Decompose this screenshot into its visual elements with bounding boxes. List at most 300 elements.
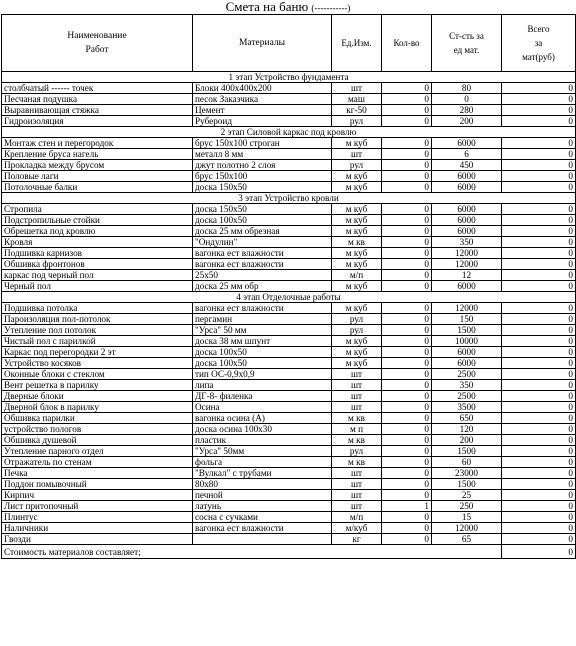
- material-cell: печной: [193, 490, 332, 501]
- unit-cell: м куб: [332, 226, 382, 237]
- price-cell: 12000: [432, 259, 502, 270]
- work-name-cell: Плинтус: [2, 512, 193, 523]
- estimate-table-body: [2, 15, 576, 559]
- qty-cell: 0: [382, 270, 432, 281]
- qty-cell: 0: [382, 358, 432, 369]
- price-cell: 350: [432, 237, 502, 248]
- unit-cell: рул: [332, 325, 382, 336]
- work-name-cell: Дверной блок в парилку: [2, 402, 193, 413]
- material-cell: брус 150х100 строган: [193, 138, 332, 149]
- unit-cell: м куб: [332, 215, 382, 226]
- qty-cell: 0: [382, 380, 432, 391]
- qty-cell: 0: [382, 116, 432, 127]
- material-cell: Осина: [193, 402, 332, 413]
- table-row: [2, 534, 576, 545]
- unit-cell: м кв: [332, 435, 382, 446]
- material-cell: доска 100х50: [193, 215, 332, 226]
- header-price-line2: ед мат.: [453, 45, 480, 55]
- header-name-line2: Работ: [85, 45, 109, 55]
- estimate-table: [1, 14, 576, 559]
- qty-cell: 0: [382, 446, 432, 457]
- unit-cell: м/п: [332, 270, 382, 281]
- header-unit: Ед.Изм.: [332, 15, 382, 72]
- table-row: [2, 468, 576, 479]
- unit-cell: м куб: [332, 281, 382, 292]
- work-name-cell: Крепление бруса нагель: [2, 149, 193, 160]
- section-title: 1 этап Устройство фундамента: [2, 72, 576, 83]
- price-cell: 250: [432, 501, 502, 512]
- material-cell: сосна с сучками: [193, 512, 332, 523]
- material-cell: песок Заказчика: [193, 94, 332, 105]
- total-cell: 0: [502, 182, 576, 193]
- work-name-cell: Стропила: [2, 204, 193, 215]
- qty-cell: 0: [382, 490, 432, 501]
- qty-cell: 0: [382, 105, 432, 116]
- total-cell: 0: [502, 204, 576, 215]
- table-row: [2, 358, 576, 369]
- work-name-cell: Подшивка карнизов: [2, 248, 193, 259]
- qty-cell: 0: [382, 204, 432, 215]
- work-name-cell: Утепление парного отдел: [2, 446, 193, 457]
- material-cell: [193, 534, 332, 545]
- work-name-cell: Гвозди: [2, 534, 193, 545]
- title-suffix: (-----------): [311, 3, 351, 13]
- price-cell: 1500: [432, 479, 502, 490]
- table-row: [2, 160, 576, 171]
- material-cell: "Урса" 50мм: [193, 446, 332, 457]
- table-row: [2, 369, 576, 380]
- total-cell: 0: [502, 347, 576, 358]
- total-cell: 0: [502, 446, 576, 457]
- work-name-cell: Наличники: [2, 523, 193, 534]
- work-name-cell: Устройство косяков: [2, 358, 193, 369]
- material-cell: доска 150х50: [193, 182, 332, 193]
- work-name-cell: Дверные блоки: [2, 391, 193, 402]
- work-name-cell: Лист притопочный: [2, 501, 193, 512]
- unit-cell: шт: [332, 479, 382, 490]
- work-name-cell: Обшивка душевой: [2, 435, 193, 446]
- table-row: [2, 303, 576, 314]
- total-cell: 0: [502, 215, 576, 226]
- qty-cell: 0: [382, 237, 432, 248]
- qty-cell: 0: [382, 424, 432, 435]
- work-name-cell: Поддон помывочный: [2, 479, 193, 490]
- qty-cell: 0: [382, 402, 432, 413]
- table-row: [2, 270, 576, 281]
- qty-cell: 0: [382, 215, 432, 226]
- total-cell: 0: [502, 83, 576, 94]
- material-cell: доска осина 100х30: [193, 424, 332, 435]
- title-text: Смета на баню: [225, 0, 309, 14]
- header-name: [2, 15, 193, 72]
- unit-cell: рул: [332, 314, 382, 325]
- work-name-cell: Утепление пол потолок: [2, 325, 193, 336]
- material-cell: липа: [193, 380, 332, 391]
- price-cell: 12000: [432, 248, 502, 259]
- material-cell: вагонка ест влажности: [193, 248, 332, 259]
- work-name-cell: Кровля: [2, 237, 193, 248]
- total-cell: 0: [502, 237, 576, 248]
- price-cell: 6000: [432, 358, 502, 369]
- qty-cell: 0: [382, 413, 432, 424]
- total-cell: 0: [502, 402, 576, 413]
- price-cell: 0: [432, 94, 502, 105]
- price-cell: 10000: [432, 336, 502, 347]
- header-name-line1: Наименование: [67, 31, 127, 41]
- material-cell: "Урса" 50 мм: [193, 325, 332, 336]
- qty-cell: 0: [382, 259, 432, 270]
- total-cell: 0: [502, 138, 576, 149]
- price-cell: 6000: [432, 281, 502, 292]
- total-cell: 0: [502, 248, 576, 259]
- section-title-row: [2, 72, 576, 83]
- price-cell: 6000: [432, 138, 502, 149]
- table-row: [2, 391, 576, 402]
- table-row: [2, 402, 576, 413]
- header-price-line1: Ст-сть за: [449, 31, 484, 41]
- unit-cell: рул: [332, 160, 382, 171]
- material-cell: брус 150х100: [193, 171, 332, 182]
- price-cell: 15: [432, 512, 502, 523]
- price-cell: 120: [432, 424, 502, 435]
- total-cell: 0: [502, 490, 576, 501]
- price-cell: 23000: [432, 468, 502, 479]
- total-cell: 0: [502, 457, 576, 468]
- qty-cell: 0: [382, 391, 432, 402]
- material-cell: латунь: [193, 501, 332, 512]
- work-name-cell: Потолочные балки: [2, 182, 193, 193]
- material-cell: вагонка ест влажности: [193, 523, 332, 534]
- material-cell: доска 150х50: [193, 204, 332, 215]
- total-cell: 0: [502, 149, 576, 160]
- header-total-line1: Всего: [527, 24, 550, 34]
- price-cell: 80: [432, 83, 502, 94]
- unit-cell: м куб: [332, 259, 382, 270]
- qty-cell: 0: [382, 523, 432, 534]
- unit-cell: шт: [332, 380, 382, 391]
- total-cell: 0: [502, 226, 576, 237]
- table-row: [2, 138, 576, 149]
- work-name-cell: Вент решетка в парилку: [2, 380, 193, 391]
- unit-cell: м куб: [332, 138, 382, 149]
- price-cell: 25: [432, 490, 502, 501]
- unit-cell: шт: [332, 149, 382, 160]
- unit-cell: м куб: [332, 347, 382, 358]
- table-row: [2, 457, 576, 468]
- footer-row: [2, 545, 576, 559]
- qty-cell: 0: [382, 160, 432, 171]
- work-name-cell: Пароизоляция пол-потолок: [2, 314, 193, 325]
- unit-cell: м кв: [332, 237, 382, 248]
- work-name-cell: Черный пол: [2, 281, 193, 292]
- footer-label: Стоимость материалов составляет;: [2, 545, 502, 559]
- material-cell: 25х50: [193, 270, 332, 281]
- price-cell: 12: [432, 270, 502, 281]
- material-cell: доска 100х50: [193, 347, 332, 358]
- qty-cell: 0: [382, 94, 432, 105]
- qty-cell: 0: [382, 138, 432, 149]
- work-name-cell: каркас под черный пол: [2, 270, 193, 281]
- material-cell: Блоки 400х400х200: [193, 83, 332, 94]
- total-cell: 0: [502, 358, 576, 369]
- total-cell: 0: [502, 105, 576, 116]
- qty-cell: 0: [382, 435, 432, 446]
- total-cell: 0: [502, 94, 576, 105]
- total-cell: 0: [502, 391, 576, 402]
- header-total-line3: мат(руб): [522, 52, 555, 62]
- price-cell: 150: [432, 314, 502, 325]
- price-cell: 280: [432, 105, 502, 116]
- table-row: [2, 523, 576, 534]
- unit-cell: шт: [332, 83, 382, 94]
- table-row: [2, 149, 576, 160]
- work-name-cell: Половые лаги: [2, 171, 193, 182]
- header-total-line2: за: [534, 38, 543, 48]
- work-name-cell: столбчатый ------ точек: [2, 83, 193, 94]
- total-cell: 0: [502, 512, 576, 523]
- qty-cell: 0: [382, 171, 432, 182]
- unit-cell: шт: [332, 490, 382, 501]
- table-row: [2, 325, 576, 336]
- price-cell: 450: [432, 160, 502, 171]
- total-cell: 0: [502, 325, 576, 336]
- work-name-cell: Обшивка парилки: [2, 413, 193, 424]
- qty-cell: 0: [382, 468, 432, 479]
- table-row: [2, 105, 576, 116]
- header-total: [502, 15, 576, 72]
- price-cell: 200: [432, 435, 502, 446]
- total-cell: 0: [502, 314, 576, 325]
- unit-cell: рул: [332, 446, 382, 457]
- qty-cell: 0: [382, 303, 432, 314]
- price-cell: 6000: [432, 215, 502, 226]
- header-price: [432, 15, 502, 72]
- qty-cell: 0: [382, 336, 432, 347]
- total-cell: 0: [502, 160, 576, 171]
- qty-cell: 0: [382, 83, 432, 94]
- work-name-cell: Подстропильные стойки: [2, 215, 193, 226]
- price-cell: 1500: [432, 446, 502, 457]
- table-row: [2, 512, 576, 523]
- work-name-cell: Чистый пол с парилкой: [2, 336, 193, 347]
- work-name-cell: Печка: [2, 468, 193, 479]
- unit-cell: м куб: [332, 336, 382, 347]
- total-cell: 0: [502, 501, 576, 512]
- price-cell: 65: [432, 534, 502, 545]
- qty-cell: 0: [382, 149, 432, 160]
- price-cell: 60: [432, 457, 502, 468]
- price-cell: 12000: [432, 303, 502, 314]
- unit-cell: м куб: [332, 303, 382, 314]
- price-cell: 12000: [432, 523, 502, 534]
- total-cell: 0: [502, 116, 576, 127]
- table-row: [2, 413, 576, 424]
- unit-cell: шт: [332, 468, 382, 479]
- total-cell: 0: [502, 369, 576, 380]
- qty-cell: 0: [382, 281, 432, 292]
- section-title: 4 этап Отделочные работы: [2, 292, 576, 303]
- work-name-cell: Подшивка потолка: [2, 303, 193, 314]
- table-row: [2, 501, 576, 512]
- table-row: [2, 237, 576, 248]
- material-cell: ДГ-8- филенка: [193, 391, 332, 402]
- work-name-cell: Оконные блоки с стеклом: [2, 369, 193, 380]
- unit-cell: м куб: [332, 182, 382, 193]
- price-cell: 6000: [432, 171, 502, 182]
- total-cell: 0: [502, 171, 576, 182]
- unit-cell: маш: [332, 94, 382, 105]
- total-cell: 0: [502, 435, 576, 446]
- price-cell: 2500: [432, 391, 502, 402]
- work-name-cell: устройство пологов: [2, 424, 193, 435]
- table-row: [2, 446, 576, 457]
- header-qty: Кол-во: [382, 15, 432, 72]
- work-name-cell: Выравнивающая стяжка: [2, 105, 193, 116]
- table-header-row: [2, 15, 576, 72]
- unit-cell: шт: [332, 402, 382, 413]
- work-name-cell: Кирпич: [2, 490, 193, 501]
- material-cell: "Вулкал" с трубами: [193, 468, 332, 479]
- table-row: [2, 226, 576, 237]
- price-cell: 200: [432, 116, 502, 127]
- material-cell: доска 100х50: [193, 358, 332, 369]
- unit-cell: м/п: [332, 512, 382, 523]
- material-cell: тип ОС-0,9х0,9: [193, 369, 332, 380]
- price-cell: 1500: [432, 325, 502, 336]
- price-cell: 6000: [432, 226, 502, 237]
- total-cell: 0: [502, 336, 576, 347]
- price-cell: 2500: [432, 369, 502, 380]
- qty-cell: 0: [382, 182, 432, 193]
- section-title: 2 этап Силовой каркас под кровлю: [2, 127, 576, 138]
- table-row: [2, 314, 576, 325]
- material-cell: доска 25 мм обрезная: [193, 226, 332, 237]
- table-row: [2, 281, 576, 292]
- total-cell: 0: [502, 523, 576, 534]
- qty-cell: 0: [382, 347, 432, 358]
- table-row: [2, 83, 576, 94]
- unit-cell: м куб: [332, 248, 382, 259]
- material-cell: "Ондулин": [193, 237, 332, 248]
- unit-cell: шт: [332, 391, 382, 402]
- price-cell: 3500: [432, 402, 502, 413]
- total-cell: 0: [502, 281, 576, 292]
- price-cell: 650: [432, 413, 502, 424]
- section-title-row: [2, 127, 576, 138]
- table-row: [2, 424, 576, 435]
- price-cell: 350: [432, 380, 502, 391]
- table-row: [2, 336, 576, 347]
- work-name-cell: Отражатель по стенам: [2, 457, 193, 468]
- material-cell: джут полотно 2 слоя: [193, 160, 332, 171]
- table-row: [2, 490, 576, 501]
- price-cell: 6000: [432, 204, 502, 215]
- table-row: [2, 94, 576, 105]
- total-cell: 0: [502, 468, 576, 479]
- section-title-row: [2, 193, 576, 204]
- footer-total: 0: [502, 545, 576, 559]
- material-cell: Рубероид: [193, 116, 332, 127]
- unit-cell: шт: [332, 501, 382, 512]
- work-name-cell: Монтаж стен и перегородок: [2, 138, 193, 149]
- material-cell: металл 8 мм: [193, 149, 332, 160]
- material-cell: 80х80: [193, 479, 332, 490]
- unit-cell: м куб: [332, 204, 382, 215]
- table-row: [2, 215, 576, 226]
- qty-cell: 0: [382, 248, 432, 259]
- work-name-cell: Гидроизоляция: [2, 116, 193, 127]
- qty-cell: 0: [382, 226, 432, 237]
- table-row: [2, 435, 576, 446]
- material-cell: вагонка ест влажности: [193, 303, 332, 314]
- unit-cell: м п: [332, 424, 382, 435]
- work-name-cell: Прокладка между брусом: [2, 160, 193, 171]
- work-name-cell: Обрешетка под кровлю: [2, 226, 193, 237]
- table-row: [2, 380, 576, 391]
- total-cell: 0: [502, 479, 576, 490]
- total-cell: 0: [502, 270, 576, 281]
- table-row: [2, 171, 576, 182]
- unit-cell: м куб: [332, 171, 382, 182]
- qty-cell: 1: [382, 501, 432, 512]
- table-row: [2, 248, 576, 259]
- material-cell: пергамин: [193, 314, 332, 325]
- unit-cell: кг: [332, 534, 382, 545]
- unit-cell: м куб: [332, 358, 382, 369]
- unit-cell: м кв: [332, 457, 382, 468]
- material-cell: фольга: [193, 457, 332, 468]
- qty-cell: 0: [382, 369, 432, 380]
- material-cell: вагонка осина (А): [193, 413, 332, 424]
- unit-cell: м/куб: [332, 523, 382, 534]
- unit-cell: шт: [332, 369, 382, 380]
- unit-cell: кг-50: [332, 105, 382, 116]
- qty-cell: 0: [382, 534, 432, 545]
- price-cell: 6000: [432, 347, 502, 358]
- table-row: [2, 259, 576, 270]
- section-title-row: [2, 292, 576, 303]
- qty-cell: 0: [382, 512, 432, 523]
- material-cell: Цемент: [193, 105, 332, 116]
- price-cell: 6000: [432, 182, 502, 193]
- table-row: [2, 204, 576, 215]
- price-cell: 6: [432, 149, 502, 160]
- table-row: [2, 479, 576, 490]
- total-cell: 0: [502, 424, 576, 435]
- work-name-cell: Обшивка фронтонов: [2, 259, 193, 270]
- total-cell: 0: [502, 259, 576, 270]
- table-row: [2, 347, 576, 358]
- qty-cell: 0: [382, 479, 432, 490]
- unit-cell: рул: [332, 116, 382, 127]
- work-name-cell: Каркас под перегородки 2 эт: [2, 347, 193, 358]
- qty-cell: 0: [382, 314, 432, 325]
- material-cell: пластик: [193, 435, 332, 446]
- header-materials: Материалы: [193, 15, 332, 72]
- material-cell: доска 38 мм шпунт: [193, 336, 332, 347]
- section-title: 3 этап Устройство кровли: [2, 193, 576, 204]
- total-cell: 0: [502, 534, 576, 545]
- material-cell: доска 25 мм обр: [193, 281, 332, 292]
- page-title: [0, 0, 576, 14]
- total-cell: 0: [502, 303, 576, 314]
- table-row: [2, 182, 576, 193]
- unit-cell: м кв: [332, 413, 382, 424]
- table-row: [2, 116, 576, 127]
- material-cell: вагонка ест влажности: [193, 259, 332, 270]
- qty-cell: 0: [382, 457, 432, 468]
- qty-cell: 0: [382, 325, 432, 336]
